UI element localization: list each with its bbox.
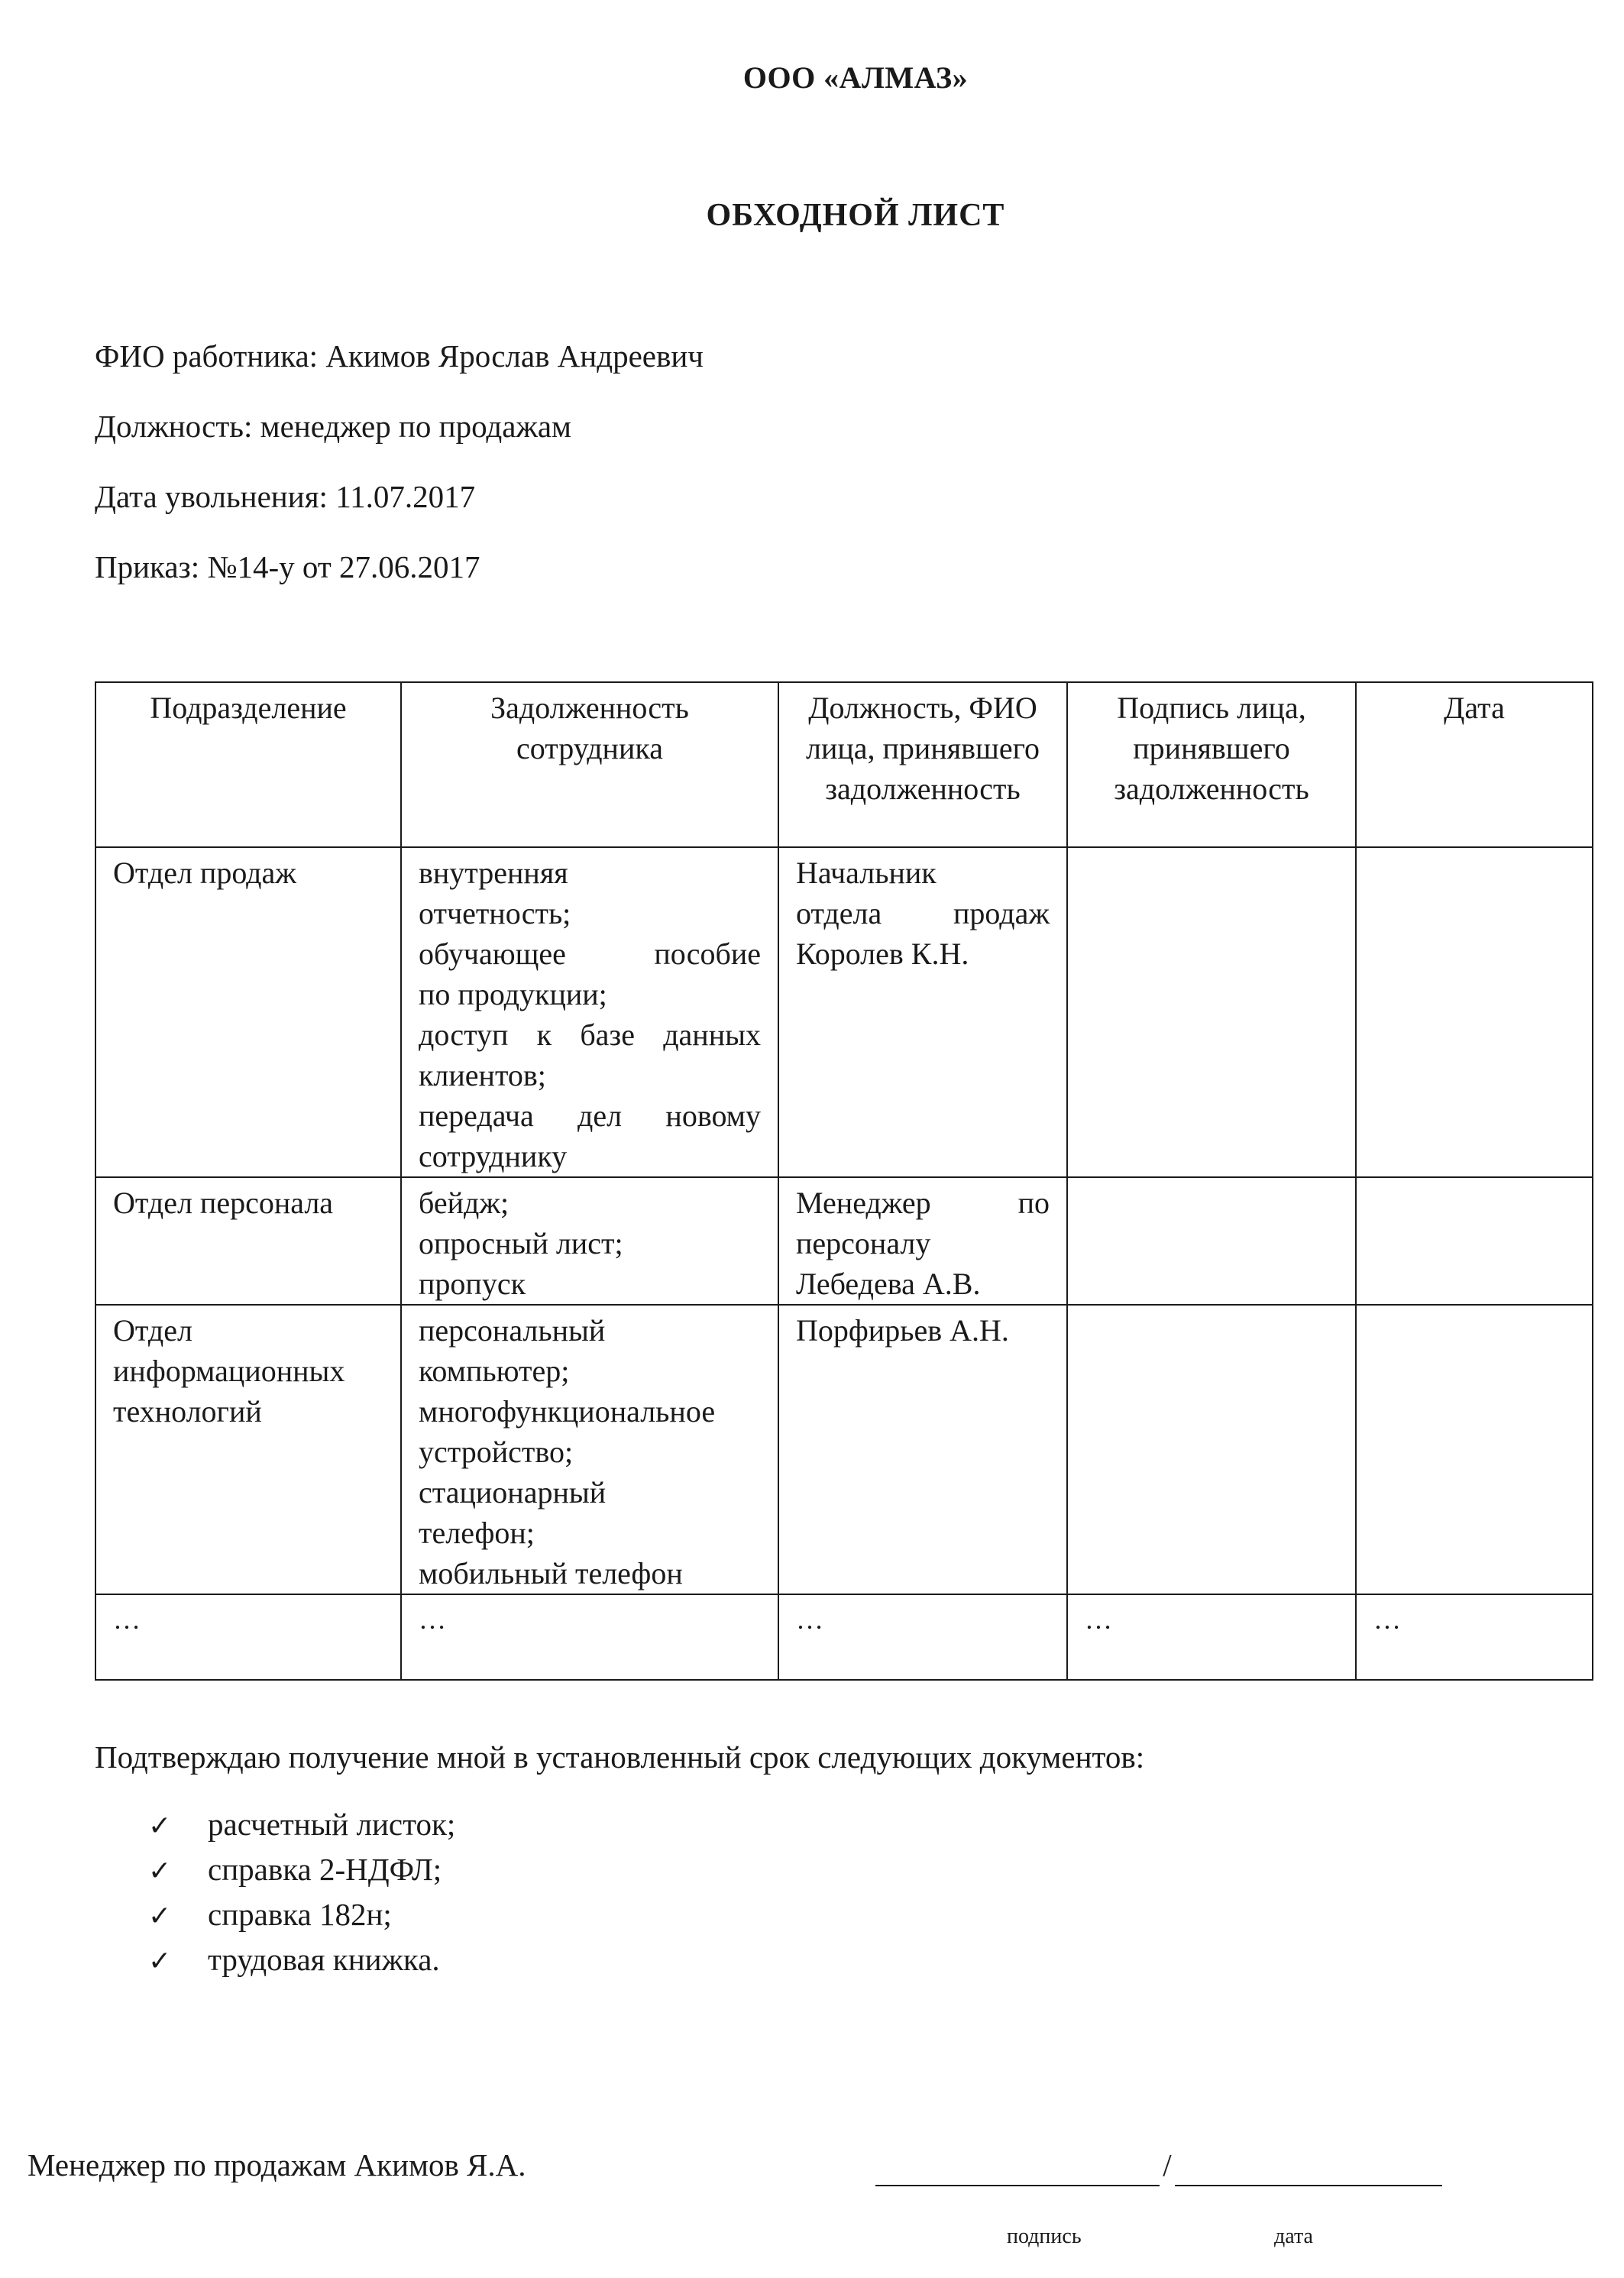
department-line: информационных xyxy=(113,1354,345,1388)
table-row xyxy=(95,847,1593,1177)
department-line: технологий xyxy=(113,1394,262,1429)
accepted-by-line: Начальник xyxy=(796,856,937,890)
table-header-row xyxy=(95,682,1593,847)
cell-department: Отдел продаж xyxy=(95,847,401,1177)
debt-line: передача дел новому xyxy=(419,1099,761,1133)
document-item: справка 182н; xyxy=(208,1897,392,1932)
cell-signature xyxy=(1067,847,1356,1177)
table-row xyxy=(95,1305,1593,1594)
debt-line: пропуск xyxy=(419,1267,526,1301)
accepted-by-line: персоналу xyxy=(796,1226,931,1260)
department-line: Отдел xyxy=(113,1313,192,1348)
header-date: Дата xyxy=(1356,682,1593,847)
position-field xyxy=(95,408,571,445)
dismissal-date-field xyxy=(95,478,475,515)
cell-signature xyxy=(1067,1305,1356,1594)
signature-caption: подпись xyxy=(1007,2225,1082,2248)
received-documents-list xyxy=(148,1803,455,1983)
debt-line: отчетность; xyxy=(419,896,571,930)
debt-line: сотруднику xyxy=(419,1139,568,1173)
order-value: №14-у от 27.06.2017 xyxy=(207,549,480,584)
debt-line: персональный xyxy=(419,1313,606,1348)
cell-debt xyxy=(401,847,778,1177)
cell-debt: … xyxy=(401,1594,778,1680)
order-label: Приказ: xyxy=(95,549,200,584)
list-item xyxy=(148,1803,455,1848)
date-line xyxy=(1175,2147,1442,2186)
cell-department xyxy=(95,1305,401,1594)
clearance-table xyxy=(95,681,1593,1681)
checkmark-icon: ✓ xyxy=(148,1856,172,1887)
cell-signature xyxy=(1067,1177,1356,1305)
list-item xyxy=(148,1848,455,1893)
cell-debt xyxy=(401,1177,778,1305)
dismissal-date-value: 11.07.2017 xyxy=(335,479,476,514)
debt-line: бейдж; xyxy=(419,1186,510,1220)
signer-name: Менеджер по продажам Акимов Я.А. xyxy=(27,2147,526,2183)
header-department: Подразделение xyxy=(95,682,401,847)
header-debt: Задолженность сотрудника xyxy=(401,682,778,847)
debt-line: внутренняя xyxy=(419,856,568,890)
debt-line: обучающее пособие xyxy=(419,937,761,971)
list-item xyxy=(148,1893,455,1938)
cell-accepted-by xyxy=(778,1305,1067,1594)
header-signature: Подпись лица, принявшего задолженность xyxy=(1067,682,1356,847)
debt-line: стационарный xyxy=(419,1475,607,1509)
debt-line: доступ к базе данных xyxy=(419,1018,761,1052)
date-caption: дата xyxy=(1274,2225,1313,2248)
employee-name-value: Акимов Ярослав Андреевич xyxy=(325,338,704,374)
employee-name-field xyxy=(95,338,704,374)
signature-line xyxy=(875,2147,1160,2186)
document-title: ОБХОДНОЙ ЛИСТ xyxy=(706,198,1005,233)
debt-line: по продукции; xyxy=(419,977,607,1011)
table-row xyxy=(95,1594,1593,1680)
signature-separator: / xyxy=(1163,2147,1172,2183)
checkmark-icon: ✓ xyxy=(148,1901,172,1932)
company-name: ООО «АЛМАЗ» xyxy=(742,60,969,95)
table-row xyxy=(95,1177,1593,1305)
accepted-by-line: отдела продаж xyxy=(796,896,1050,930)
confirmation-text: Подтверждаю получение мной в установленный срок следующих документов: xyxy=(95,1739,1145,1775)
cell-date xyxy=(1356,1177,1593,1305)
cell-debt xyxy=(401,1305,778,1594)
accepted-by-line: Лебедева А.В. xyxy=(796,1267,981,1301)
order-field xyxy=(95,548,480,585)
position-value: менеджер по продажам xyxy=(260,409,571,444)
list-item xyxy=(148,1938,455,1983)
cell-accepted-by: … xyxy=(778,1594,1067,1680)
header-accepted-by: Должность, ФИО лица, принявшего задолженность xyxy=(778,682,1067,847)
document-item: трудовая книжка. xyxy=(208,1942,440,1977)
cell-date xyxy=(1356,1305,1593,1594)
debt-line: мобильный телефон xyxy=(419,1556,683,1590)
debt-line: опросный лист; xyxy=(419,1226,623,1260)
accepted-by-line: Менеджер по xyxy=(796,1186,1050,1220)
accepted-by-line: Порфирьев А.Н. xyxy=(796,1313,1009,1348)
debt-line: клиентов; xyxy=(419,1058,546,1092)
debt-line: многофункциональное xyxy=(419,1394,716,1429)
debt-line: телефон; xyxy=(419,1516,535,1550)
debt-line: устройство; xyxy=(419,1435,574,1469)
cell-signature: … xyxy=(1067,1594,1356,1680)
checkmark-icon: ✓ xyxy=(148,1946,172,1977)
cell-department: Отдел персонала xyxy=(95,1177,401,1305)
cell-department: … xyxy=(95,1594,401,1680)
document-item: расчетный листок; xyxy=(208,1807,456,1842)
accepted-by-line: Королев К.Н. xyxy=(796,937,969,971)
cell-date: … xyxy=(1356,1594,1593,1680)
cell-accepted-by xyxy=(778,1177,1067,1305)
checkmark-icon: ✓ xyxy=(148,1810,172,1842)
document-item: справка 2-НДФЛ; xyxy=(208,1852,442,1887)
debt-line: компьютер; xyxy=(419,1354,570,1388)
cell-accepted-by xyxy=(778,847,1067,1177)
employee-name-label: ФИО работника: xyxy=(95,338,319,374)
dismissal-date-label: Дата увольнения: xyxy=(95,479,328,514)
position-label: Должность: xyxy=(95,409,253,444)
cell-date xyxy=(1356,847,1593,1177)
